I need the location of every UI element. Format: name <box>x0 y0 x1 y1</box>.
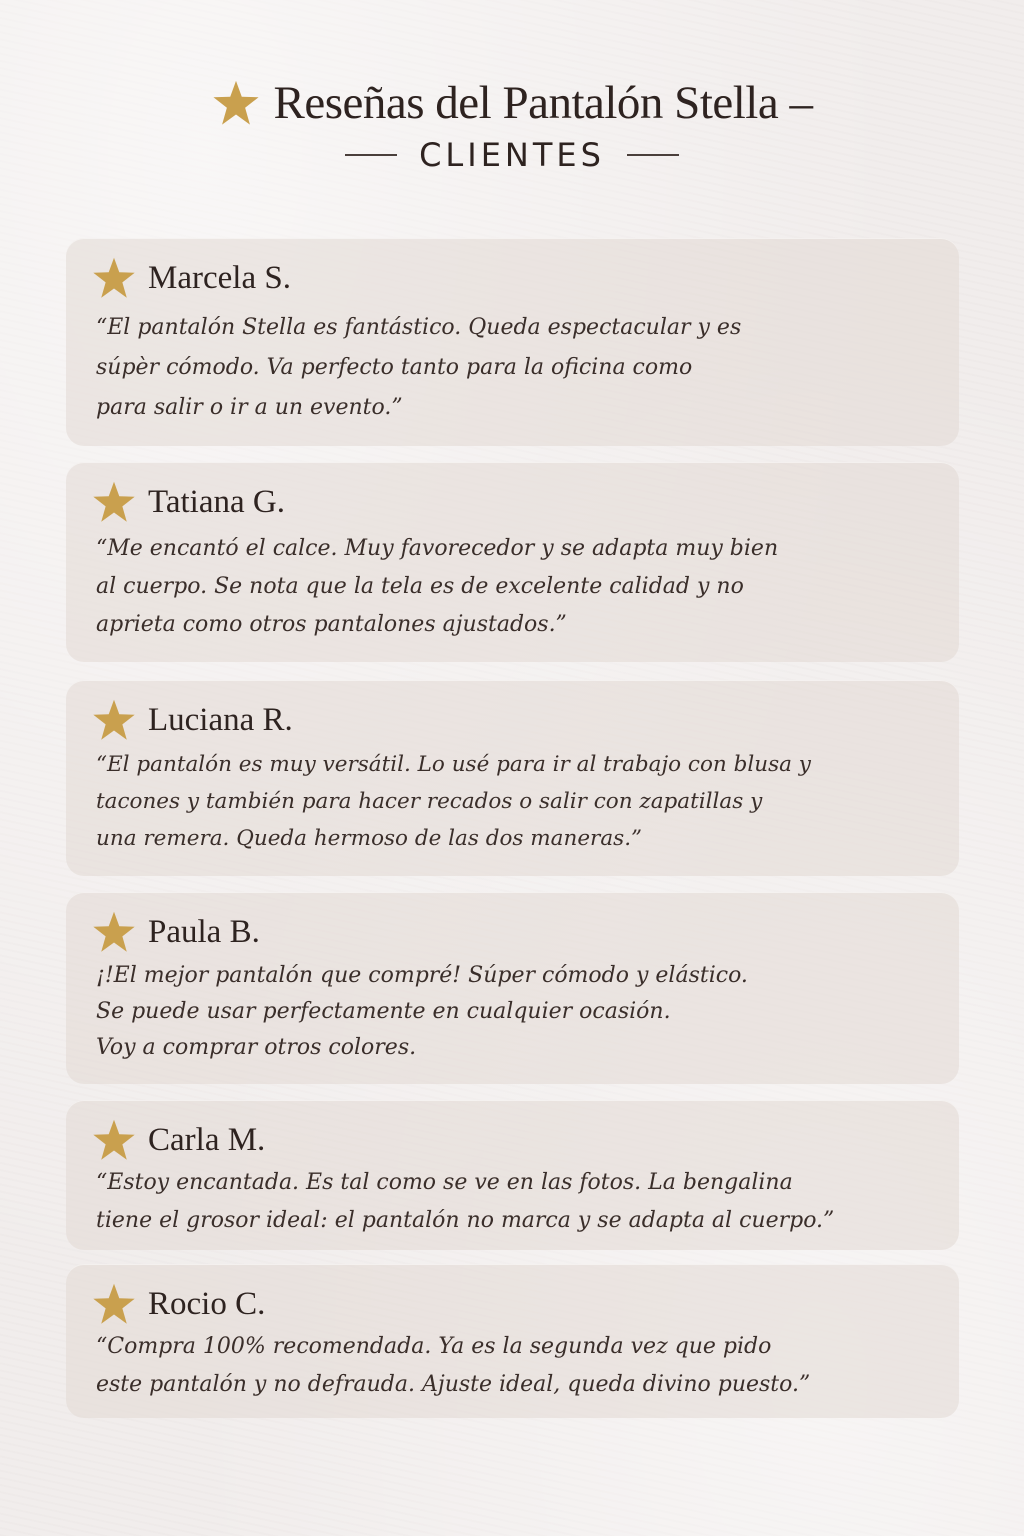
reviewer-name: Marcela S. <box>148 259 291 296</box>
divider-left <box>345 154 397 156</box>
review-header <box>92 256 291 300</box>
review-card <box>66 892 959 1084</box>
page-subtitle: CLIENTES <box>419 136 605 174</box>
review-card <box>66 1264 959 1418</box>
reviewer-name: Carla M. <box>148 1121 266 1158</box>
review-card <box>66 238 959 446</box>
review-text: ¡!El mejor pantalón que compré! Súper cómodo y elástico. Se puede usar perfectamente en cualquier ocasión. Voy a comprar otros colores. <box>96 963 748 1060</box>
star-icon <box>92 698 136 742</box>
review-text: “El pantalón Stella es fantástico. Queda espectacular y es súpèr cómodo. Va perfecto tanto para la oficina como para salir o ir a un evento.” <box>96 315 742 420</box>
star-icon <box>92 256 136 300</box>
star-icon <box>212 79 260 127</box>
review-card <box>66 462 959 662</box>
reviewer-name: Luciana R. <box>148 701 293 738</box>
star-icon <box>92 1282 136 1326</box>
review-header <box>92 698 293 742</box>
star-icon <box>92 480 136 524</box>
subtitle-row <box>0 136 1024 174</box>
reviewer-name: Tatiana G. <box>148 483 285 520</box>
star-icon <box>92 910 136 954</box>
reviewer-name: Paula B. <box>148 913 260 950</box>
page-title: Reseñas del Pantalón Stella – <box>273 77 813 129</box>
divider-right <box>627 154 679 156</box>
page-header <box>0 76 1024 174</box>
review-header <box>92 910 260 954</box>
review-text: “Compra 100% recomendada. Ya es la segunda vez que pido este pantalón y no defrauda. Ajuste ideal, queda divino puesto.” <box>96 1334 811 1397</box>
review-header <box>92 480 285 524</box>
title-row <box>0 76 1024 130</box>
review-text: “Estoy encantada. Es tal como se ve en las fotos. La bengalina tiene el grosor ideal: el pantalón no marca y se adapta al cuerpo.” <box>96 1170 835 1233</box>
review-text: “El pantalón es muy versátil. Lo usé para ir al trabajo con blusa y tacones y también para hacer recados o salir con zapatillas y una remera. Queda hermoso de las dos maneras.” <box>96 752 811 851</box>
star-icon <box>92 1118 136 1162</box>
review-header <box>92 1118 265 1162</box>
reviewer-name: Rocio C. <box>148 1285 266 1322</box>
review-card <box>66 1100 959 1250</box>
review-text: “Me encantó el calce. Muy favorecedor y se adapta muy bien al cuerpo. Se nota que la tela es de excelente calidad y no aprieta como otros pantalones ajustados.” <box>96 536 779 637</box>
review-card <box>66 680 959 876</box>
review-header <box>92 1282 265 1326</box>
